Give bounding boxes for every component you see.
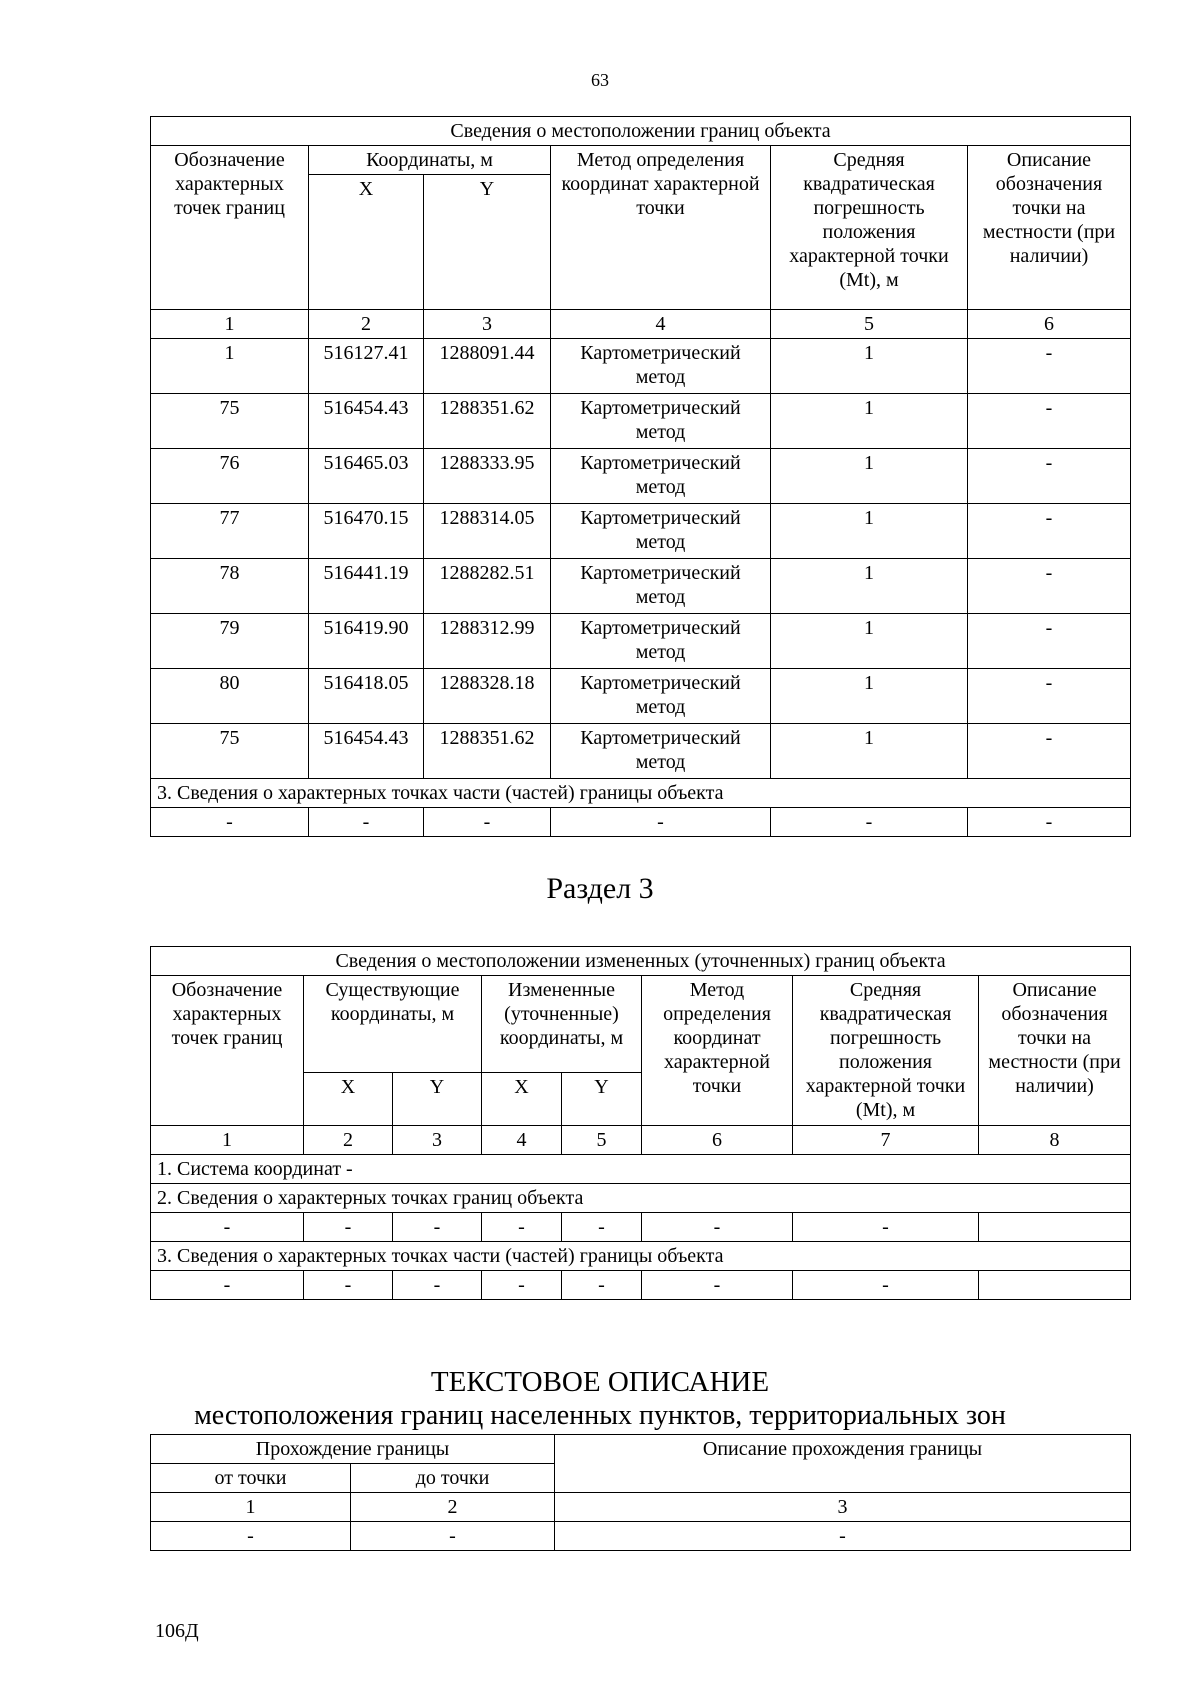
cell: 77 bbox=[151, 504, 309, 559]
col-number: 2 bbox=[351, 1493, 555, 1522]
table-row bbox=[151, 394, 1131, 449]
cell bbox=[979, 1271, 1131, 1300]
header-mean-error: Средняя квадратическая погрешность положения характерной точки (Mt), м bbox=[771, 146, 968, 310]
col-number: 5 bbox=[562, 1126, 642, 1155]
cell: Картометрический метод bbox=[551, 339, 771, 394]
cell: - bbox=[151, 808, 309, 837]
cell: Картометрический метод bbox=[551, 559, 771, 614]
cell: 516441.19 bbox=[309, 559, 424, 614]
cell: 516418.05 bbox=[309, 669, 424, 724]
header-from-point: от точки bbox=[151, 1464, 351, 1493]
table-title: Сведения о местоположении измененных (уточненных) границ объекта bbox=[151, 947, 1131, 976]
col-number: 1 bbox=[151, 1493, 351, 1522]
col-number: 1 bbox=[151, 1126, 304, 1155]
text-description-subheading: местоположения границ населенных пунктов, территориальных зон bbox=[194, 1400, 1006, 1431]
cell: - bbox=[968, 504, 1131, 559]
header-y: Y bbox=[562, 1073, 642, 1126]
table-row bbox=[151, 808, 1131, 837]
cell: 1 bbox=[771, 559, 968, 614]
cell: - bbox=[968, 449, 1131, 504]
cell: - bbox=[304, 1213, 393, 1242]
cell: - bbox=[309, 808, 424, 837]
column-numbers-row bbox=[151, 310, 1131, 339]
header-x: X bbox=[309, 175, 424, 310]
cell: 1288351.62 bbox=[424, 394, 551, 449]
cell: Картометрический метод bbox=[551, 724, 771, 779]
header-point-designation: Обозначение характерных точек границ bbox=[151, 146, 309, 310]
col-number: 7 bbox=[793, 1126, 979, 1155]
cell: 1 bbox=[771, 614, 968, 669]
cell: - bbox=[968, 559, 1131, 614]
header-point-designation: Обозначение характерных точек границ bbox=[151, 976, 304, 1126]
coordinate-system-label: 1. Система координат - bbox=[151, 1155, 1131, 1184]
page-number: 63 bbox=[591, 70, 609, 90]
cell: 1288314.05 bbox=[424, 504, 551, 559]
cell: 1 bbox=[771, 339, 968, 394]
cell: 516470.15 bbox=[309, 504, 424, 559]
cell: 1288282.51 bbox=[424, 559, 551, 614]
cell: - bbox=[968, 724, 1131, 779]
table-row bbox=[151, 1271, 1131, 1300]
table-title: Сведения о местоположении границ объекта bbox=[151, 117, 1131, 146]
header-passage-description: Описание прохождения границы bbox=[555, 1435, 1131, 1493]
table-row bbox=[151, 724, 1131, 779]
cell: Картометрический метод bbox=[551, 394, 771, 449]
cell: 516465.03 bbox=[309, 449, 424, 504]
cell: 1 bbox=[771, 724, 968, 779]
cell: - bbox=[968, 614, 1131, 669]
column-numbers-row bbox=[151, 1493, 1131, 1522]
section-label: 3. Сведения о характерных точках части (частей) границы объекта bbox=[151, 1242, 1131, 1271]
cell: - bbox=[151, 1271, 304, 1300]
cell: - bbox=[393, 1213, 482, 1242]
section-label: 2. Сведения о характерных точках границ объекта bbox=[151, 1184, 1131, 1213]
table-row bbox=[151, 339, 1131, 394]
cell: 516419.90 bbox=[309, 614, 424, 669]
cell: - bbox=[968, 808, 1131, 837]
cell: 1288351.62 bbox=[424, 724, 551, 779]
col-number: 6 bbox=[968, 310, 1131, 339]
cell: - bbox=[555, 1522, 1131, 1551]
cell: 1288333.95 bbox=[424, 449, 551, 504]
cell: - bbox=[482, 1271, 562, 1300]
column-numbers-row bbox=[151, 1126, 1131, 1155]
cell: 75 bbox=[151, 724, 309, 779]
cell: - bbox=[151, 1213, 304, 1242]
cell: - bbox=[551, 808, 771, 837]
cell: - bbox=[968, 394, 1131, 449]
cell: 78 bbox=[151, 559, 309, 614]
section-label: 3. Сведения о характерных точках части (частей) границы объекта bbox=[151, 779, 1131, 808]
boundary-location-table bbox=[150, 116, 1131, 837]
text-description-heading: ТЕКСТОВОЕ ОПИСАНИЕ bbox=[430, 1366, 770, 1398]
col-number: 3 bbox=[424, 310, 551, 339]
header-mean-error: Средняя квадратическая погрешность положения характерной точки (Mt), м bbox=[793, 976, 979, 1126]
cell: 80 bbox=[151, 669, 309, 724]
cell: 516454.43 bbox=[309, 724, 424, 779]
table-row bbox=[151, 1213, 1131, 1242]
cell: - bbox=[151, 1522, 351, 1551]
cell: 75 bbox=[151, 394, 309, 449]
cell: 1 bbox=[771, 669, 968, 724]
header-method: Метод определения координат характерной точки bbox=[551, 146, 771, 310]
cell: 1288328.18 bbox=[424, 669, 551, 724]
header-description: Описание обозначения точки на местности (при наличии) bbox=[968, 146, 1131, 310]
cell: 1288091.44 bbox=[424, 339, 551, 394]
header-x: X bbox=[304, 1073, 393, 1126]
header-coordinates: Координаты, м bbox=[309, 146, 551, 175]
cell: - bbox=[793, 1213, 979, 1242]
header-x: X bbox=[482, 1073, 562, 1126]
header-description: Описание обозначения точки на местности (при наличии) bbox=[979, 976, 1131, 1126]
cell: Картометрический метод bbox=[551, 669, 771, 724]
boundary-passage-table bbox=[150, 1434, 1131, 1551]
col-number: 1 bbox=[151, 310, 309, 339]
cell: - bbox=[642, 1271, 793, 1300]
cell: - bbox=[351, 1522, 555, 1551]
cell: - bbox=[562, 1213, 642, 1242]
cell: - bbox=[424, 808, 551, 837]
col-number: 5 bbox=[771, 310, 968, 339]
cell: 76 bbox=[151, 449, 309, 504]
cell: Картометрический метод bbox=[551, 449, 771, 504]
header-y: Y bbox=[393, 1073, 482, 1126]
cell: - bbox=[771, 808, 968, 837]
table-row bbox=[151, 614, 1131, 669]
cell: 1288312.99 bbox=[424, 614, 551, 669]
cell: Картометрический метод bbox=[551, 504, 771, 559]
header-to-point: до точки bbox=[351, 1464, 555, 1493]
col-number: 4 bbox=[482, 1126, 562, 1155]
cell: 1 bbox=[151, 339, 309, 394]
cell: - bbox=[968, 669, 1131, 724]
col-number: 6 bbox=[642, 1126, 793, 1155]
cell: 1 bbox=[771, 394, 968, 449]
header-y: Y bbox=[424, 175, 551, 310]
table-row bbox=[151, 559, 1131, 614]
cell: - bbox=[642, 1213, 793, 1242]
table-row bbox=[151, 669, 1131, 724]
cell: 1 bbox=[771, 504, 968, 559]
col-number: 2 bbox=[309, 310, 424, 339]
col-number: 8 bbox=[979, 1126, 1131, 1155]
cell: - bbox=[393, 1271, 482, 1300]
cell: - bbox=[304, 1271, 393, 1300]
cell: 516127.41 bbox=[309, 339, 424, 394]
header-method: Метод определения координат характерной точки bbox=[642, 976, 793, 1126]
col-number: 3 bbox=[393, 1126, 482, 1155]
table-row bbox=[151, 449, 1131, 504]
cell: 1 bbox=[771, 449, 968, 504]
col-number: 2 bbox=[304, 1126, 393, 1155]
cell bbox=[979, 1213, 1131, 1242]
changed-boundaries-table bbox=[150, 946, 1131, 1300]
header-passage: Прохождение границы bbox=[151, 1435, 555, 1464]
document-code: 106Д bbox=[155, 1620, 199, 1642]
table-row bbox=[151, 504, 1131, 559]
col-number: 3 bbox=[555, 1493, 1131, 1522]
section-heading: Раздел 3 bbox=[546, 872, 654, 905]
cell: - bbox=[793, 1271, 979, 1300]
cell: - bbox=[482, 1213, 562, 1242]
cell: 79 bbox=[151, 614, 309, 669]
table-row bbox=[151, 1522, 1131, 1551]
header-existing-coordinates: Существующие координаты, м bbox=[304, 976, 482, 1073]
cell: - bbox=[968, 339, 1131, 394]
cell: - bbox=[562, 1271, 642, 1300]
cell: 516454.43 bbox=[309, 394, 424, 449]
cell: Картометрический метод bbox=[551, 614, 771, 669]
col-number: 4 bbox=[551, 310, 771, 339]
header-changed-coordinates: Измененные (уточненные) координаты, м bbox=[482, 976, 642, 1073]
